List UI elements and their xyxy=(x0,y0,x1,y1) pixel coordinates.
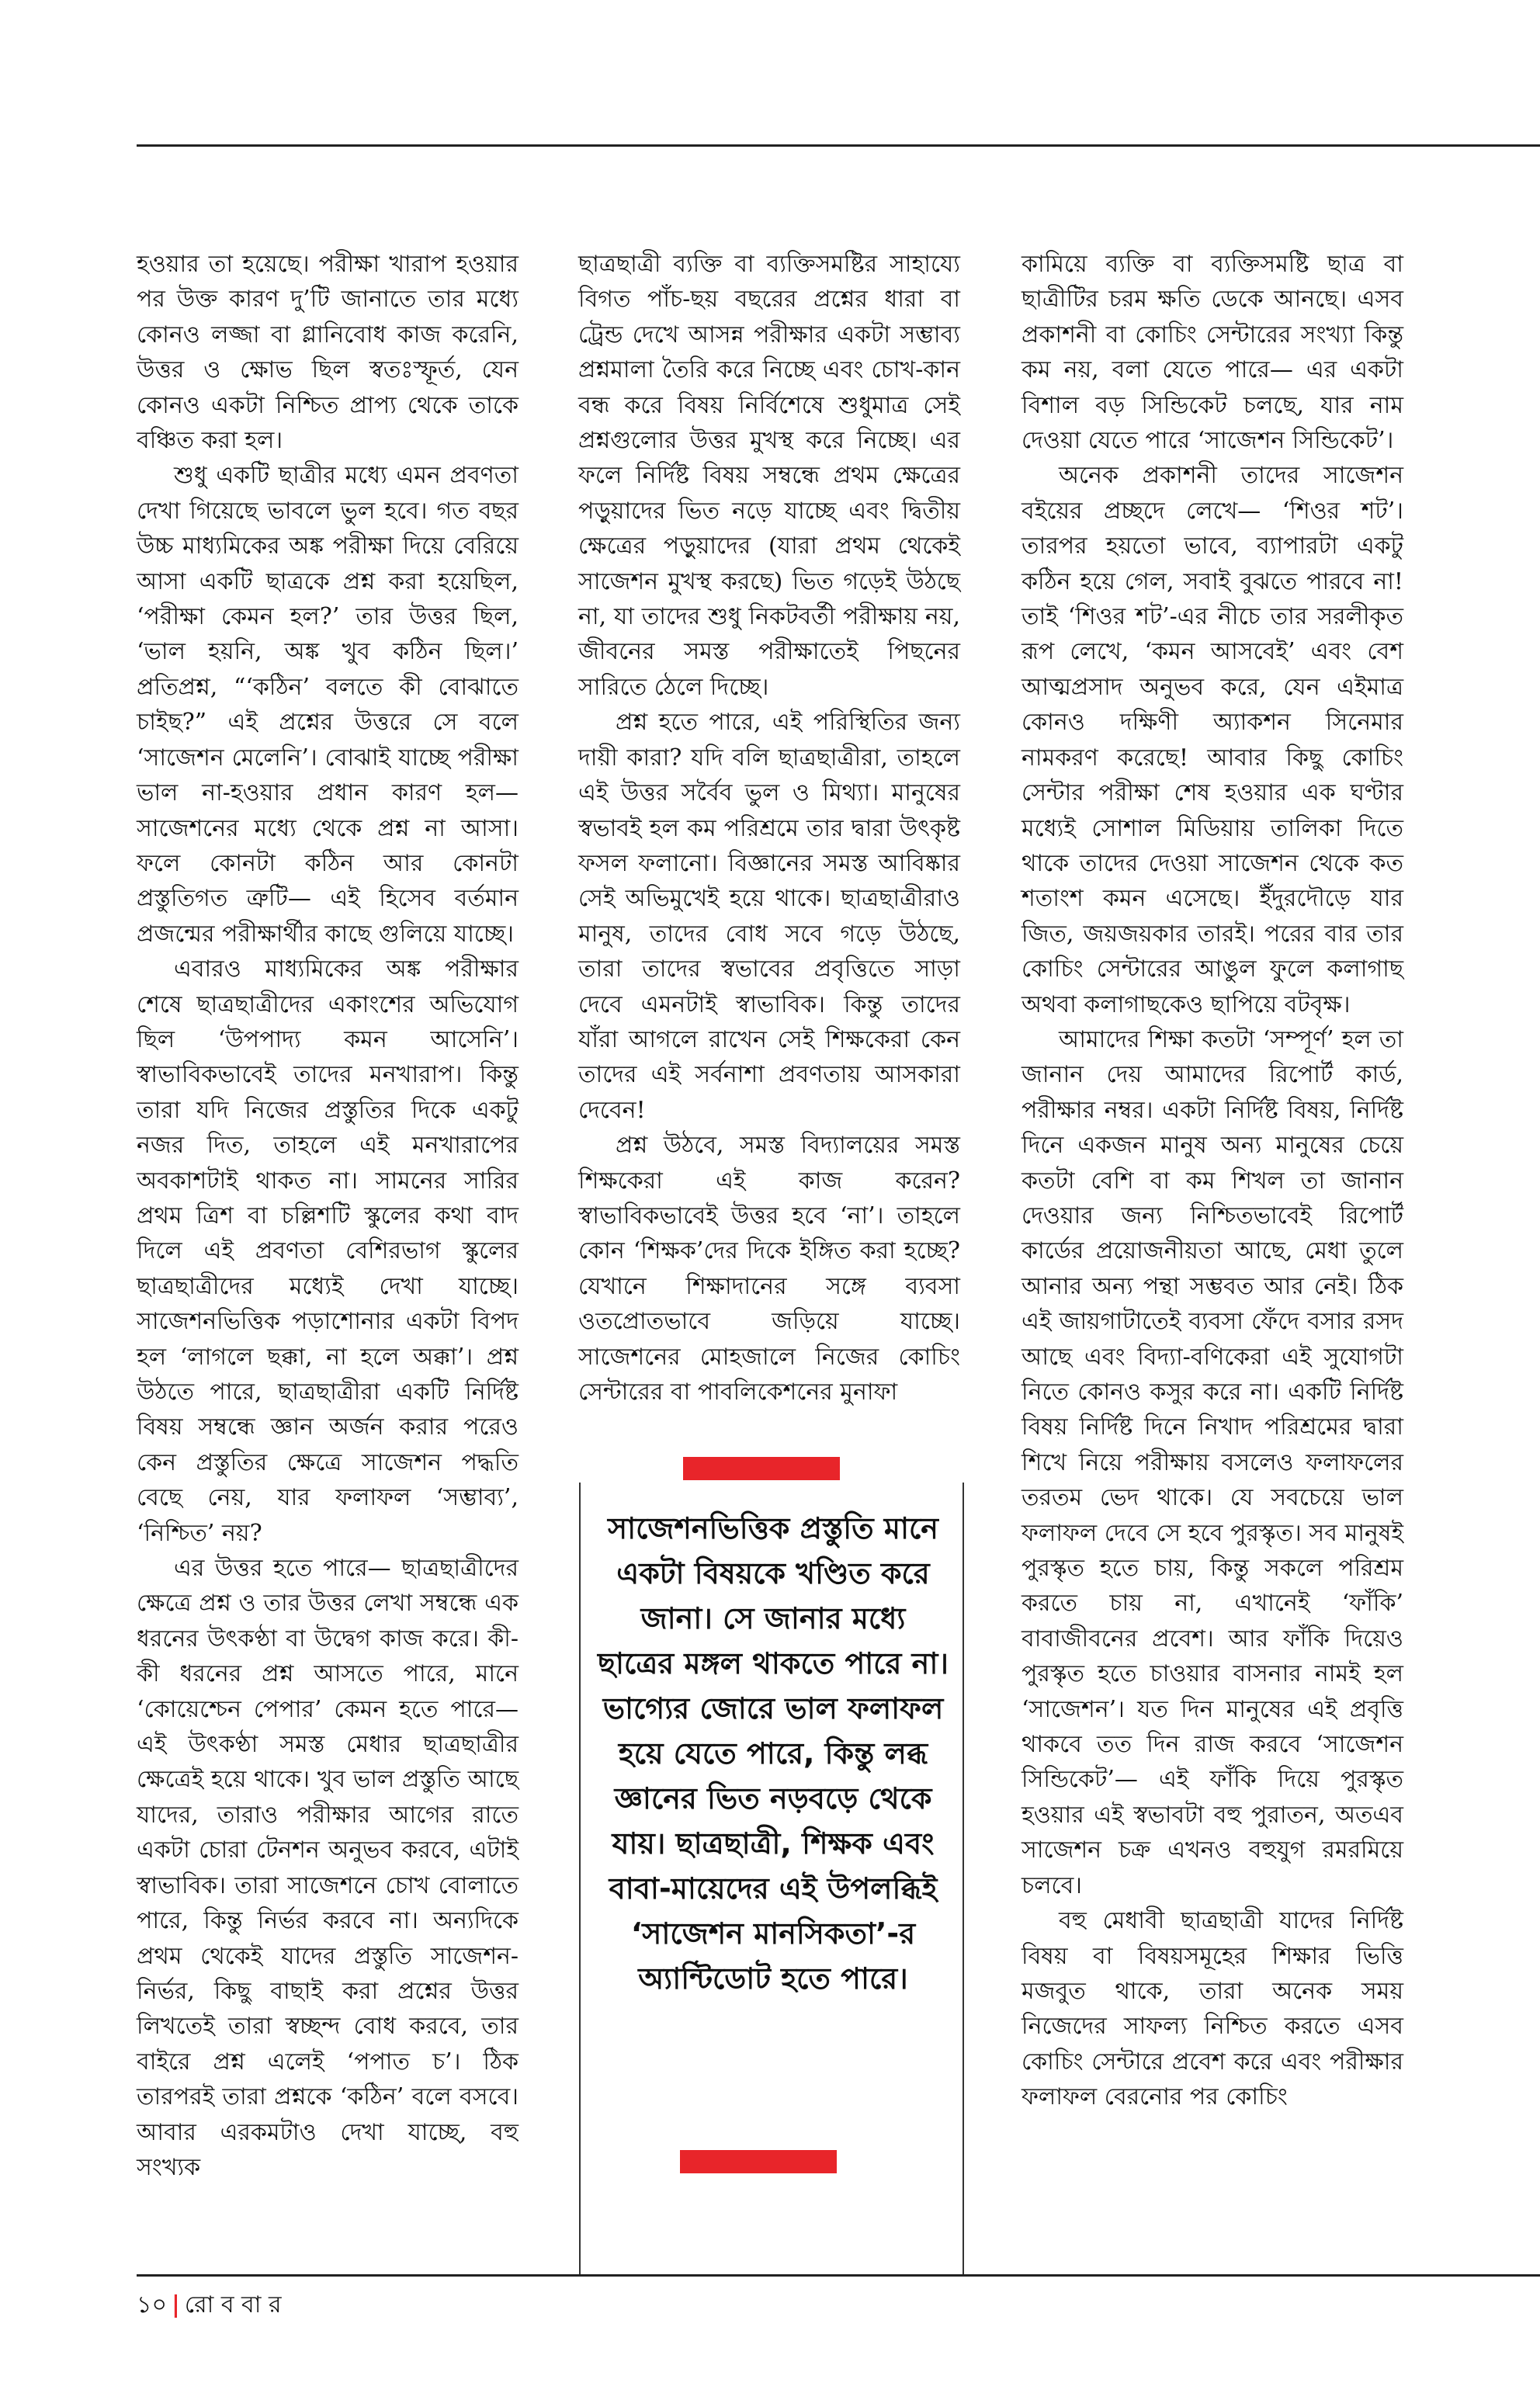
article-column-1 xyxy=(137,247,519,2185)
article-paragraph: অনেক প্রকাশনী তাদের সাজেশন বইয়ের প্রচ্ছদে লেখে— ‘শিওর শট’। তারপর হয়তো ভাবে, ব্যাপারটা একটু কঠিন হয়ে গেল, সবাই বুঝতে পারবে না! তাই ‘শিওর শট’-এর নীচে তার সরলীকৃত রূপ লেখে, ‘কমন আসবেই’ এবং বেশ আত্মপ্রসাদ অনুভব করে, যেন এইমাত্র কোনও দক্ষিণী অ্যাকশন সিনেমার নামকরণ করেছে! আবার কিছু কোচিং সেন্টার পরীক্ষা শেষ হওয়ার এক ঘণ্টার মধ্যেই সোশাল মিডিয়ায় তালিকা দিতে থাকে তাদের দেওয়া সাজেশন থেকে কত শতাংশ কমন এসেছে। ইঁদুরদৌড়ে যার জিত, জয়জয়কার তারই। পরের বার তার কোচিং সেন্টারের আঙুল ফুলে কলাগাছ অথবা কলাগাছকেও ছাপিয়ে বটবৃক্ষ। xyxy=(1021,462,1403,1018)
article-paragraph: প্রশ্ন উঠবে, সমস্ত বিদ্যালয়ের সমস্ত শিক্ষকেরা এই কাজ করেন? স্বাভাবিকভাবেই উত্তর হবে ‘না’। তাহলে কোন ‘শিক্ষক’দের দিকে ইঙ্গিত করা হচ্ছে? যেখানে শিক্ষাদানের সঙ্গে ব্যবসা ওতপ্রোতভাবে জড়িয়ে যাচ্ছে। সাজেশনের মোহজালে নিজের কোচিং সেন্টারের বা পাবলিকেশনের মুনাফা xyxy=(578,1132,960,1406)
footer-separator: | xyxy=(171,2291,180,2318)
article-paragraph: হওয়ার তা হয়েছে। পরীক্ষা খারাপ হওয়ার পর উক্ত কারণ দু’টি জানাতে তার মধ্যে কোনও লজ্জা বা গ্লানিবোধ কাজ করেনি, উত্তর ও ক্ষোভ ছিল স্বতঃস্ফূর্ত, যেন কোনও একটা নিশ্চিত প্রাপ্য থেকে তাকে বঞ্চিত করা হল। xyxy=(137,251,519,455)
article-paragraph: এবারও মাধ্যমিকের অঙ্ক পরীক্ষার শেষে ছাত্রছাত্রীদের একাংশের অভিযোগ ছিল ‘উপপাদ্য কমন আসেনি’। স্বাভাবিকভাবেই তাদের মনখারাপ। কিন্তু তারা যদি নিজের প্রস্তুতির দিকে একটু নজর দিত, তাহলে এই মনখারাপের অবকাশটাই থাকত না। সামনের সারির প্রথম ত্রিশ বা চল্লিশটি স্কুলের কথা বাদ দিলে এই প্রবণতা বেশিরভাগ স্কুলের ছাত্রছাত্রীদের মধ্যেই দেখা যাচ্ছে। সাজেশনভিত্তিক পড়াশোনার একটা বিপদ হল ‘লাগলে ছক্কা, না হলে অক্কা’। প্রশ্ন উঠতে পারে, ছাত্রছাত্রীরা একটি নির্দিষ্ট বিষয় সম্বন্ধে জ্ঞান অর্জন করার পরেও কেন প্রস্তুতির ক্ষেত্রে সাজেশন পদ্ধতি বেছে নেয়, যার ফলাফল ‘সম্ভাব্য’, ‘নিশ্চিত’ নয়? xyxy=(137,955,519,1547)
top-rule xyxy=(137,144,1540,147)
pull-quote-left-border xyxy=(579,1483,581,2274)
article-column-2 xyxy=(578,247,960,1410)
article-paragraph: কামিয়ে ব্যক্তি বা ব্যক্তিসমষ্টি ছাত্র বা ছাত্রীটির চরম ক্ষতি ডেকে আনছে। এসব প্রকাশনী বা কোচিং সেন্টারের সংখ্যা কিন্তু কম নয়, বলা যেতে পারে— এর একটা বিশাল বড় সিন্ডিকেট চলছে, যার নাম দেওয়া যেতে পারে ‘সাজেশন সিন্ডিকেট’। xyxy=(1021,251,1403,455)
article-paragraph: বহু মেধাবী ছাত্রছাত্রী যাদের নির্দিষ্ট বিষয় বা বিষয়সমূহের শিক্ষার ভিত্তি মজবুত থাকে, তারা অনেক সময় নিজেদের সাফল্য নিশ্চিত করতে এসব কোচিং সেন্টারে প্রবেশ করে এবং পরীক্ষার ফলাফল বেরনোর পর কোচিং xyxy=(1021,1907,1403,2111)
bottom-rule xyxy=(137,2274,1540,2277)
article-column-3 xyxy=(1021,247,1403,2115)
article-paragraph: প্রশ্ন হতে পারে, এই পরিস্থিতির জন্য দায়ী কারা? যদি বলি ছাত্রছাত্রীরা, তাহলে এই উত্তর সর্বৈব ভুল ও মিথ্যা। মানুষের স্বভাবই হল কম পরিশ্রমে তার দ্বারা উৎকৃষ্ট ফসল ফলানো। বিজ্ঞানের সমস্ত আবিষ্কার সেই অভিমুখেই হয়ে থাকে। ছাত্রছাত্রীরাও মানুষ, তাদের বোধ সবে গড়ে উঠছে, তারা তাদের স্বভাবের প্রবৃত্তিতে সাড়া দেবে এমনটাই স্বাভাবিক। কিন্তু তাদের যাঁরা আগলে রাখেন সেই শিক্ষকেরা কেন তাদের এই সর্বনাশা প্রবণতায় আসকারা দেবেন! xyxy=(578,709,960,1124)
page-footer xyxy=(137,2290,281,2321)
article-paragraph: ছাত্রছাত্রী ব্যক্তি বা ব্যক্তিসমষ্টির সাহায্যে বিগত পাঁচ-ছয় বছরের প্রশ্নের ধারা বা ট্রেন্ড দেখে আসন্ন পরীক্ষার একটা সম্ভাব্য প্রশ্নমালা তৈরি করে নিচ্ছে এবং চোখ-কান বন্ধ করে বিষয় নির্বিশেষে শুধুমাত্র সেই প্রশ্নগুলোর উত্তর মুখস্থ করে নিচ্ছে। এর ফলে নির্দিষ্ট বিষয় সম্বন্ধে প্রথম ক্ষেত্রের পড়ুয়াদের ভিত নড়ে যাচ্ছে এবং দ্বিতীয় ক্ষেত্রের পড়ুয়াদের (যারা প্রথম থেকেই সাজেশন মুখস্থ করছে) ভিত গড়েই উঠছে না, যা তাদের শুধু নিকটবর্তী পরীক্ষায় নয়, জীবনের সমস্ত পরীক্ষাতেই পিছনের সারিতে ঠেলে দিচ্ছে। xyxy=(578,251,960,701)
article-paragraph: আমাদের শিক্ষা কতটা ‘সম্পূর্ণ’ হল তা জানান দেয় আমাদের রিপোর্ট কার্ড, পরীক্ষার নম্বর। একটা নির্দিষ্ট বিষয়, নির্দিষ্ট দিনে একজন মানুষ অন্য মানুষের চেয়ে কতটা বেশি বা কম শিখল তা জানান দেওয়ার জন্য নিশ্চিতভাবেই রিপোর্ট কার্ডের প্রয়োজনীয়তা আছে, মেধা তুলে আনার অন্য পন্থা সম্ভবত আর নেই। ঠিক এই জায়গাটাতেই ব্যবসা ফেঁদে বসার রসদ আছে এবং বিদ্যা-বণিকেরা এই সুযোগটা নিতে কোনও কসুর করে না। একটি নির্দিষ্ট বিষয় নির্দিষ্ট দিনে নিখাদ পরিশ্রমের দ্বারা শিখে নিয়ে পরীক্ষায় বসলেও ফলাফলের তরতম ভেদ থাকে। যে সবচেয়ে ভাল ফলাফল দেবে সে হবে পুরস্কৃত। সব মানুষই পুরস্কৃত হতে চায়, কিন্তু সকলে পরিশ্রম করতে চায় না, এখানেই ‘ফাঁকি’ বাবাজীবনের প্রবেশ। আর ফাঁকি দিয়েও পুরস্কৃত হতে চাওয়ার বাসনার নামই হল ‘সাজেশন’। যত দিন মানুষের এই প্রবৃত্তি থাকবে তত দিন রাজ করবে ‘সাজেশন সিন্ডিকেট’— এই ফাঁকি দিয়ে পুরস্কৃত হওয়ার এই স্বভাবটা বহু পুরাতন, অতএব সাজেশন চক্র এখনও বহুযুগ রমরমিয়ে চলবে। xyxy=(1021,1025,1403,1899)
article-paragraph: শুধু একটি ছাত্রীর মধ্যে এমন প্রবণতা দেখা গিয়েছে ভাবলে ভুল হবে। গত বছর উচ্চ মাধ্যমিকের অঙ্ক পরীক্ষা দিয়ে বেরিয়ে আসা একটি ছাত্রকে প্রশ্ন করা হয়েছিল, ‘পরীক্ষা কেমন হল?’ তার উত্তর ছিল, ‘ভাল হয়নি, অঙ্ক খুব কঠিন ছিল।’ প্রতিপ্রশ্ন, “‘কঠিন’ বলতে কী বোঝাতে চাইছ?” এই প্রশ্নের উত্তরে সে বলে ‘সাজেশন মেলেনি’। বোঝাই যাচ্ছে পরীক্ষা ভাল না-হওয়ার প্রধান কারণ হল— সাজেশনের মধ্যে থেকে প্রশ্ন না আসা। ফলে কোনটা কঠিন আর কোনটা প্রস্তুতিগত ত্রুটি— এই হিসেব বর্তমান প্রজন্মের পরীক্ষার্থীর কাছে গুলিয়ে যাচ্ছে। xyxy=(137,462,519,948)
page-number: ১০ xyxy=(137,2291,167,2318)
article-paragraph: এর উত্তর হতে পারে— ছাত্রছাত্রীদের ক্ষেত্রে প্রশ্ন ও তার উত্তর লেখা সম্বন্ধে এক ধরনের উৎকণ্ঠা বা উদ্বেগ কাজ করে। কী-কী ধরনের প্রশ্ন আসতে পারে, মানে ‘কোয়েশ্চেন পেপার’ কেমন হতে পারে— এই উৎকণ্ঠা সমস্ত মেধার ছাত্রছাত্রীর ক্ষেত্রেই হয়ে থাকে। খুব ভাল প্রস্তুতি আছে যাদের, তারাও পরীক্ষার আগের রাতে একটা চোরা টেনশন অনুভব করবে, এটাই স্বাভাবিক। তারা সাজেশনে চোখ বোলাতে পারে, কিন্তু নির্ভর করবে না। অন্যদিকে প্রথম থেকেই যাদের প্রস্তুতি সাজেশন-নির্ভর, কিছু বাছাই করা প্রশ্নের উত্তর লিখতেই তারা স্বচ্ছন্দ বোধ করবে, তার বাইরে প্রশ্ন এলেই ‘পপাত চ’। ঠিক তারপরই তারা প্রশ্নকে ‘কঠিন’ বলে বসবে। আবার এরকমটাও দেখা যাচ্ছে, বহু সংখ্যক xyxy=(137,1555,519,2181)
pull-quote: সাজেশনভিত্তিক প্রস্তুতি মানে একটা বিষয়কে খণ্ডিত করে জানা। সে জানার মধ্যে ছাত্রের মঙ্গল থাকতে পারে না। ভাগ্যের জোরে ভাল ফলাফল হয়ে যেতে পারে, কিন্তু লব্ধ জ্ঞানের ভিত নড়বড়ে থেকে যায়। ছাত্রছাত্রী, শিক্ষক এবং বাবা-মায়েদের এই উপলব্ধিই ‘সাজেশন মানসিকতা’-র অ্যান্টিডোট হতে পারে। xyxy=(598,1511,949,1996)
pull-quote-top-accent-bar xyxy=(683,1457,840,1480)
magazine-section-name: রো ব বা র xyxy=(184,2291,282,2318)
pull-quote-right-border xyxy=(962,1483,964,2274)
pull-quote-bottom-accent-bar xyxy=(680,2150,837,2173)
